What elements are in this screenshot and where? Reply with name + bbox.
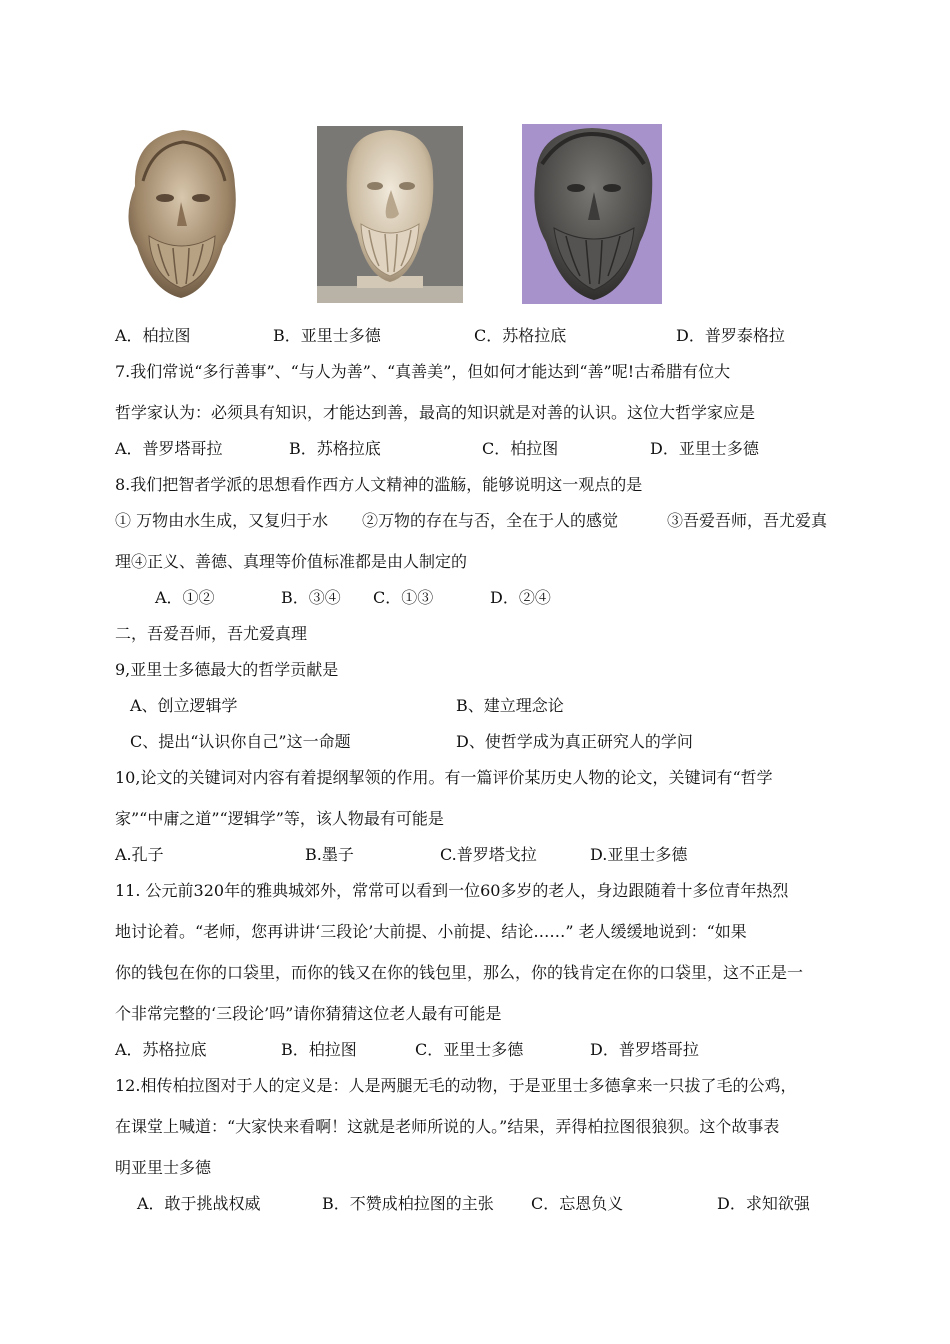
q6-option-b: B．亚里士多德 (273, 326, 381, 345)
q11-stem-line2: 地讨论着。“老师，您再讲讲‘三段论’大前提、小前提、结论……” 老人缓缓地说到：“如果 (115, 922, 747, 941)
philosopher-bust-image-3 (522, 124, 662, 304)
q12-stem-line3: 明亚里士多德 (115, 1158, 212, 1177)
q8-option-a: A．①② (155, 588, 215, 607)
q9-stem: 9,亚里士多德最大的哲学贡献是 (115, 660, 339, 679)
q11-option-a: A．苏格拉底 (115, 1040, 207, 1059)
q6-option-d: D．普罗泰格拉 (676, 326, 785, 345)
q7-stem-line1: 7.我们常说“多行善事”、“与人为善”、“真善美”，但如何才能达到“善”呢!古希腊有位大 (115, 362, 731, 381)
q7-option-a: A．普罗塔哥拉 (115, 439, 223, 458)
q12-option-b: B．不赞成柏拉图的主张 (322, 1194, 494, 1213)
q7-option-b: B．苏格拉底 (289, 439, 381, 458)
q11-option-b: B．柏拉图 (281, 1040, 357, 1059)
philosopher-bust-icon (522, 124, 662, 304)
q8-option-d: D．②④ (490, 588, 551, 607)
philosopher-bust-icon (113, 126, 249, 300)
q8-statement-4: 理④正义、善德、真理等价值标准都是由人制定的 (115, 552, 468, 571)
q11-option-c: C．亚里士多德 (415, 1040, 524, 1059)
q12-stem-line2: 在课堂上喊道：“大家快来看啊！这就是老师所说的人。”结果，弄得柏拉图很狼狈。这个故事表 (115, 1117, 780, 1136)
section-heading: 二，吾爱吾师，吾尤爱真理 (115, 624, 308, 643)
q9-option-b: B、建立理念论 (456, 696, 564, 715)
q8-statement-2: ②万物的存在与否，全在于人的感觉 (362, 511, 619, 530)
q8-statement-3: ③吾爱吾师，吾尤爱真 (667, 511, 828, 530)
q6-option-c: C．苏格拉底 (474, 326, 567, 345)
q10-option-d: D.亚里士多德 (590, 845, 688, 864)
q10-option-c: C.普罗塔戈拉 (440, 845, 537, 864)
q10-stem-line1: 10,论文的关键词对内容有着提纲挈领的作用。有一篇评价某历史人物的论文，关键词有“哲学 (115, 768, 773, 787)
q11-stem-line1: 11. 公元前320年的雅典城郊外，常常可以看到一位60多岁的老人，身边跟随着十多位青年热烈 (115, 881, 789, 900)
q10-option-b: B.墨子 (305, 845, 354, 864)
q8-option-b: B．③④ (281, 588, 341, 607)
q6-option-a: A．柏拉图 (115, 326, 191, 345)
philosopher-bust-image-2 (317, 126, 463, 303)
q12-option-a: A．敢于挑战权威 (137, 1194, 261, 1213)
philosopher-bust-image-1 (113, 126, 249, 300)
q11-stem-line3: 你的钱包在你的口袋里，而你的钱又在你的钱包里，那么，你的钱肯定在你的口袋里，这不正是一 (115, 963, 804, 982)
q10-option-a: A.孔子 (115, 845, 164, 864)
q7-option-d: D．亚里士多德 (650, 439, 759, 458)
q11-option-d: D．普罗塔哥拉 (590, 1040, 699, 1059)
q9-option-c: C、提出“认识你自己”这一命题 (130, 732, 351, 751)
q9-option-d: D、使哲学成为真正研究人的学问 (456, 732, 693, 751)
q12-option-c: C．忘恩负义 (531, 1194, 624, 1213)
q7-option-c: C．柏拉图 (482, 439, 559, 458)
q12-stem-line1: 12.相传柏拉图对于人的定义是：人是两腿无毛的动物，于是亚里士多德拿来一只拔了毛的公鸡， (115, 1076, 797, 1095)
q7-stem-line2: 哲学家认为：必须具有知识，才能达到善，最高的知识就是对善的认识。这位大哲学家应是 (115, 403, 756, 422)
q8-option-c: C．①③ (373, 588, 434, 607)
q11-stem-line4: 个非常完整的‘三段论’吗”请你猜猜这位老人最有可能是 (115, 1004, 502, 1023)
q12-option-d: D．求知欲强 (717, 1194, 810, 1213)
q8-statement-1: ① 万物由水生成，又复归于水 (115, 511, 329, 530)
philosopher-bust-icon (317, 126, 463, 303)
q10-stem-line2: 家”“中庸之道”“逻辑学”等，该人物最有可能是 (115, 809, 444, 828)
q8-stem: 8.我们把智者学派的思想看作西方人文精神的滥觞，能够说明这一观点的是 (115, 475, 643, 494)
q9-option-a: A、创立逻辑学 (130, 696, 238, 715)
